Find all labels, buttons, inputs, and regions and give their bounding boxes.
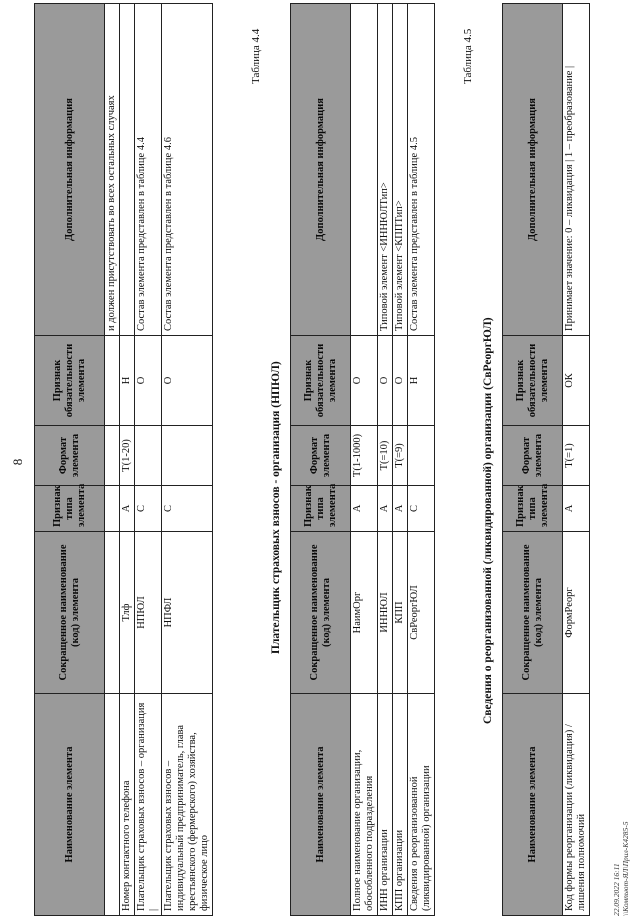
- table-row: [135, 4, 162, 916]
- header-required: Признак обязательности элемента: [35, 336, 105, 426]
- cell-info: Состав элемента представлен в таблице 4.6: [162, 4, 213, 336]
- header-name: Наименование элемента: [291, 694, 351, 916]
- table-4-5-label: Таблица 4.5: [462, 28, 474, 84]
- table-4-4-title: Плательщик страховых взносов - организация (НПЮЛ): [270, 361, 282, 654]
- table-header-row: [35, 4, 105, 916]
- cell-code: ФормРеорг: [563, 532, 590, 694]
- cell-type: А: [378, 486, 393, 532]
- cell-required: ОК: [563, 336, 590, 426]
- cell-format: T(=10): [378, 426, 393, 486]
- cell-format: T(1-20): [120, 426, 135, 486]
- table-4-4: [290, 3, 435, 916]
- cell-code: НПФЛ: [162, 532, 213, 694]
- header-format: Формат элемента: [291, 426, 351, 486]
- page-number: 8: [10, 458, 25, 466]
- cell-format: [408, 426, 435, 486]
- cell-name: Плательщик страховых взносов – индивидуальный предприниматель, глава крестьянского (фермерского) хозяйства, физическое лицо: [162, 694, 213, 916]
- header-format: Формат элемента: [35, 426, 105, 486]
- elements-table-continued: [34, 3, 213, 916]
- cell-type: А: [351, 486, 378, 532]
- cell-code: [105, 532, 120, 694]
- cell-info: [351, 4, 378, 336]
- cell-required: О: [135, 336, 162, 426]
- table-4-4-label: Таблица 4.4: [250, 28, 262, 84]
- cell-format: [135, 426, 162, 486]
- cell-type: С: [135, 486, 162, 532]
- table-row: [563, 4, 590, 916]
- header-type: Признак типа элемента: [291, 486, 351, 532]
- header-info: Дополнительная информация: [503, 4, 563, 336]
- header-name: Наименование элемента: [35, 694, 105, 916]
- cell-info: Состав элемента представлен в таблице 4.5: [408, 4, 435, 336]
- cell-type: А: [393, 486, 408, 532]
- cell-info: [120, 4, 135, 336]
- cell-format: T(1-1000): [351, 426, 378, 486]
- cell-code: ИННЮЛ: [378, 532, 393, 694]
- cell-code: КПП: [393, 532, 408, 694]
- cell-code: НаимОрг: [351, 532, 378, 694]
- cell-name: [105, 694, 120, 916]
- cell-info: Принимает значение: 0 – ликвидация | 1 – преобразование |: [563, 4, 590, 336]
- cell-type: [105, 486, 120, 532]
- table-row: [120, 4, 135, 916]
- header-format: Формат элемента: [503, 426, 563, 486]
- cell-format: [105, 426, 120, 486]
- table-header-row: [503, 4, 563, 916]
- cell-type: А: [563, 486, 590, 532]
- cell-name: Код формы реорганизации (ликвидация) / лишения полномочий: [563, 694, 590, 916]
- header-name: Наименование элемента: [503, 694, 563, 916]
- table-header-row: [291, 4, 351, 916]
- cell-required: О: [378, 336, 393, 426]
- cell-code: Тлф: [120, 532, 135, 694]
- table-4-5: [502, 3, 590, 916]
- cell-info: Типовой элемент <КППТип>: [393, 4, 408, 336]
- cell-required: О: [162, 336, 213, 426]
- header-type: Признак типа элемента: [35, 486, 105, 532]
- header-code: Сокращенное наименование (код) элемента: [291, 532, 351, 694]
- cell-type: С: [408, 486, 435, 532]
- cell-required: О: [393, 336, 408, 426]
- footer-stamp: [612, 822, 630, 916]
- table-4-5-title: Сведения о реорганизованной (ликвидированной) организации (СвРеоргЮЛ): [482, 317, 494, 724]
- header-required: Признак обязательности элемента: [503, 336, 563, 426]
- cell-format: T(=9): [393, 426, 408, 486]
- table-row: [351, 4, 378, 916]
- cell-info: Состав элемента представлен в таблице 4.4: [135, 4, 162, 336]
- header-code: Сокращенное наименование (код) элемента: [35, 532, 105, 694]
- cell-required: Н: [408, 336, 435, 426]
- table-row: [393, 4, 408, 916]
- cell-type: С: [162, 486, 213, 532]
- table-row: [378, 4, 393, 916]
- table-row: [408, 4, 435, 916]
- cell-info: Типовой элемент <ИННЮЛТип>: [378, 4, 393, 336]
- cell-info: и должен присутствовать во всех остальных случаях: [105, 4, 120, 336]
- table-row: [162, 4, 213, 916]
- cell-format: [162, 426, 213, 486]
- footer-doc-ref: \\Компьют-ЯЛ\Прил-К4285-5: [621, 821, 630, 916]
- cell-name: ИНН организации: [378, 694, 393, 916]
- cell-required: Н: [120, 336, 135, 426]
- header-required: Признак обязательности элемента: [291, 336, 351, 426]
- footer-date: 22.09.2022 16:11: [612, 863, 621, 916]
- cell-name: КПП организации: [393, 694, 408, 916]
- cell-type: А: [120, 486, 135, 532]
- cell-code: НПЮЛ: [135, 532, 162, 694]
- cell-required: [105, 336, 120, 426]
- cell-name: Полное наименование организации, обособленного подразделения: [351, 694, 378, 916]
- header-info: Дополнительная информация: [291, 4, 351, 336]
- cell-name: Номер контактного телефона: [120, 694, 135, 916]
- header-info: Дополнительная информация: [35, 4, 105, 336]
- table-row: [105, 4, 120, 916]
- cell-name: Плательщик страховых взносов – организация |: [135, 694, 162, 916]
- cell-code: СвРеоргЮЛ: [408, 532, 435, 694]
- cell-name: Сведения о реорганизованной (ликвидированной) организации: [408, 694, 435, 916]
- cell-required: О: [351, 336, 378, 426]
- cell-format: T(=1): [563, 426, 590, 486]
- header-type: Признак типа элемента: [503, 486, 563, 532]
- header-code: Сокращенное наименование (код) элемента: [503, 532, 563, 694]
